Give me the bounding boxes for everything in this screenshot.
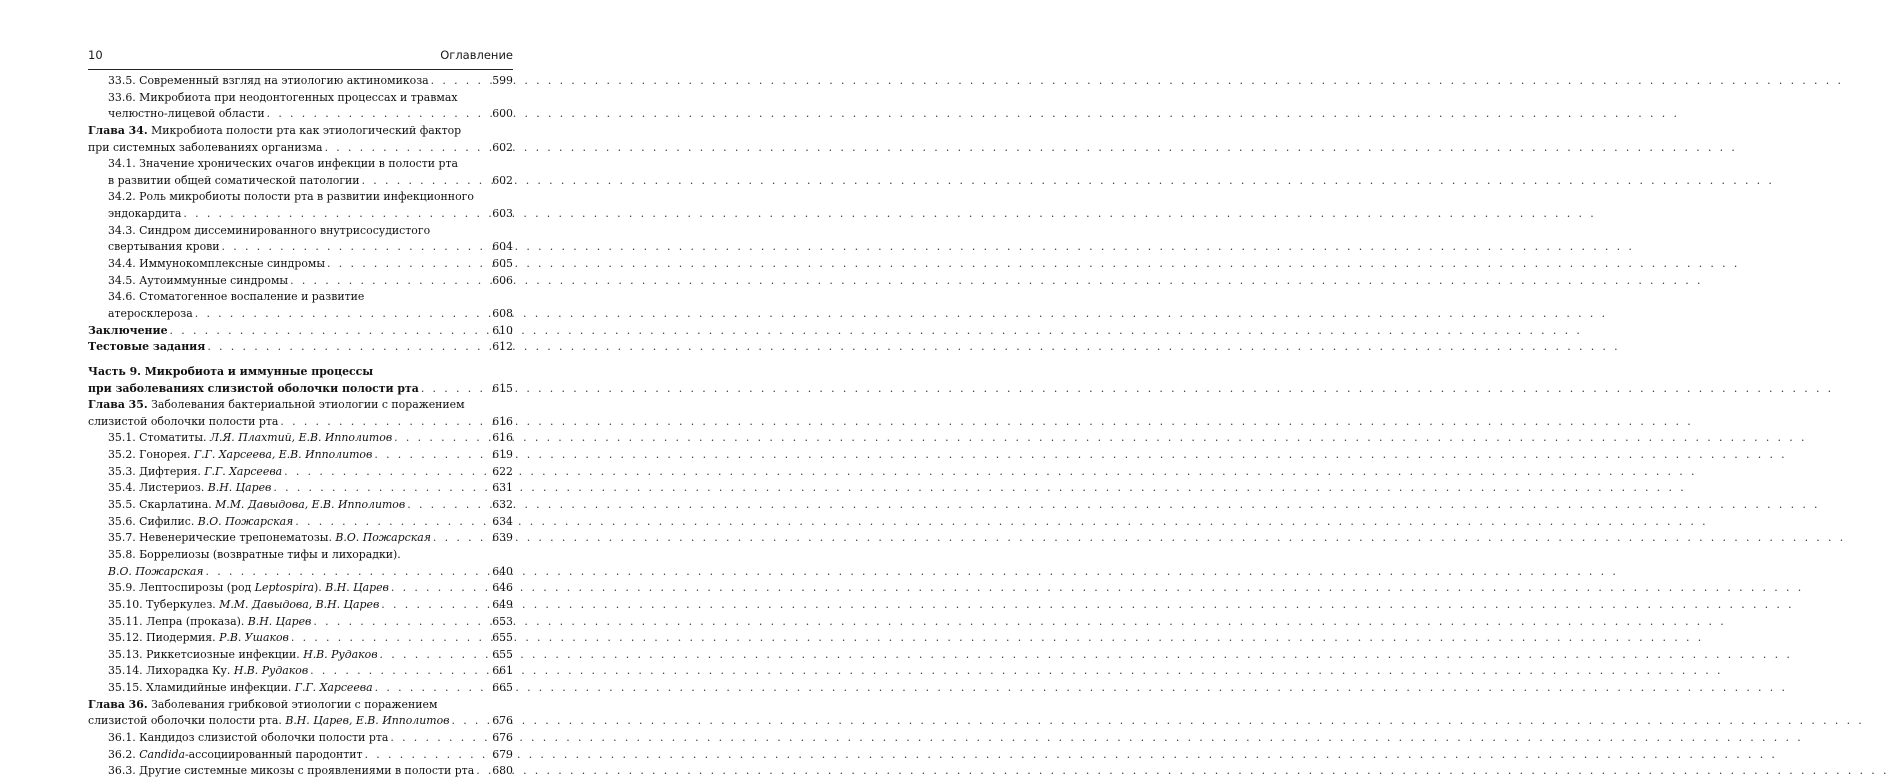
toc-title: 36.1. Кандидоз слизистой оболочки полости рта <box>108 730 389 744</box>
toc-entry-text <box>88 397 465 414</box>
toc-entry-line <box>88 206 513 223</box>
author-names: М.М. Давыдова, Е.В. Ипполитов <box>215 498 406 512</box>
toc-title: свертывания крови <box>108 240 220 254</box>
dot-leader <box>433 530 490 547</box>
page-ref: 616 <box>492 431 513 445</box>
toc-title: при заболеваниях слизистой оболочки полости рта <box>88 381 419 395</box>
toc-entry-line <box>88 713 513 730</box>
toc-entry-text <box>108 480 271 497</box>
toc-entry-line <box>88 564 513 581</box>
toc-entry-line <box>88 697 513 714</box>
toc-entry-text <box>88 323 168 340</box>
chapter-label: Глава 35. <box>88 398 148 412</box>
toc-entry-line <box>88 381 513 398</box>
page-ref: 606 <box>492 273 513 287</box>
dot-leader <box>295 514 490 531</box>
author-names: Г.Г. Харсеева, Е.В. Ипполитов <box>193 448 373 462</box>
dot-leader <box>390 730 490 747</box>
toc-entry-line <box>88 730 513 747</box>
toc-entry-line <box>88 430 513 447</box>
toc-entry-text <box>108 73 429 90</box>
page-ref: 665 <box>492 681 513 695</box>
toc-entry-text <box>108 206 181 223</box>
toc-title: 35.8. Боррелиозы (возвратные тифы и лихорадки). <box>108 547 401 561</box>
toc-entry-line <box>88 464 513 481</box>
running-title: Оглавление <box>440 48 513 62</box>
toc-entry-line <box>88 447 513 464</box>
page-ref: 661 <box>492 664 513 678</box>
toc-entry-line <box>88 480 513 497</box>
dot-leader <box>374 447 490 464</box>
dot-leader <box>476 763 490 780</box>
author-names: В.О. Пожарская <box>108 564 204 578</box>
toc-title: 35.6. Сифилис. <box>108 514 198 528</box>
toc-entry-text <box>108 156 458 173</box>
page-ref: 608 <box>492 306 513 320</box>
toc-entry-line <box>88 614 513 631</box>
author-names: В.Н. Царев <box>325 581 389 595</box>
toc-title: атеросклероза <box>108 306 193 320</box>
toc-entry-line <box>88 630 513 647</box>
toc-title: слизистой оболочки полости рта. <box>88 714 286 728</box>
toc-entry-text <box>88 414 278 431</box>
toc-entry-text <box>108 663 308 680</box>
toc-entry-text <box>108 106 265 123</box>
dot-leader <box>421 381 490 398</box>
dot-leader <box>391 580 490 597</box>
toc-title: -ассоциированный пародонтит <box>184 747 363 761</box>
author-names: В.О. Пожарская <box>335 531 431 545</box>
page-ref: 676 <box>492 714 513 728</box>
dot-leader <box>206 564 491 581</box>
toc-title: 35.14. Лихорадка Ку. <box>108 664 234 678</box>
toc-entry-line <box>88 580 513 597</box>
dot-leader <box>280 414 490 431</box>
toc-entry-text <box>108 564 204 581</box>
toc-entry-line <box>88 663 513 680</box>
toc-entry-line <box>88 597 513 614</box>
page-ref: 622 <box>492 464 513 478</box>
toc-title: 35.2. Гонорея. <box>108 448 194 462</box>
toc-entry-line <box>88 497 513 514</box>
page-ref: 653 <box>492 614 513 628</box>
author-names: Р.В. Ушаков <box>219 631 289 645</box>
toc-entry-line <box>88 647 513 664</box>
dot-leader <box>407 497 490 514</box>
page-ref: 605 <box>492 257 513 271</box>
latin-term: Leptospira <box>254 581 315 595</box>
toc-title: 35.12. Пиодермия. <box>108 631 220 645</box>
toc-entry-line <box>88 680 513 697</box>
toc-title: Заключение <box>88 323 168 337</box>
toc-entry-text <box>108 530 431 547</box>
page-ref: 634 <box>492 514 513 528</box>
header-divider <box>88 69 513 70</box>
dot-leader <box>284 464 490 481</box>
toc-title: при системных заболеваниях организма <box>88 140 323 154</box>
page-ref: 600 <box>492 107 513 121</box>
toc-entry-line <box>88 763 513 780</box>
toc-title: Микробиота полости рта как этиологический фактор <box>147 123 462 137</box>
toc-entry-text <box>108 430 392 447</box>
toc-entry-text <box>108 597 379 614</box>
page-ref: 679 <box>492 747 513 761</box>
dot-leader <box>313 614 490 631</box>
toc-entry-text <box>108 514 293 531</box>
toc-entry-line <box>88 73 513 90</box>
page-ref: 680 <box>492 764 513 778</box>
dot-leader <box>375 680 491 697</box>
toc-title: 35.5. Скарлатина. <box>108 498 216 512</box>
document-page <box>0 0 600 778</box>
toc-entry-line <box>88 90 513 107</box>
toc-title: Часть 9. Микробиота и иммунные процессы <box>88 364 374 378</box>
page-ref: 639 <box>492 531 513 545</box>
author-names: Н.В. Рудаков <box>233 664 309 678</box>
page-header <box>88 46 513 66</box>
dot-leader <box>207 339 490 356</box>
dot-leader <box>431 73 491 90</box>
toc-entry-text <box>108 547 401 564</box>
dot-leader <box>291 630 490 647</box>
toc-entry-text <box>108 90 458 107</box>
chapter-label: Глава 34. <box>88 123 148 137</box>
page-ref: 616 <box>492 414 513 428</box>
toc-entry-text <box>108 447 372 464</box>
latin-term: Candida <box>139 747 185 761</box>
toc-title: 33.6. Микробиота при неодонтогенных процессах и травмах <box>108 90 458 104</box>
toc-entry-line <box>88 364 513 381</box>
dot-leader <box>325 140 491 157</box>
toc-title: 35.13. Риккетсиозные инфекции. <box>108 647 304 661</box>
toc-entry-line <box>88 156 513 173</box>
toc-title: 33.5. Современный взгляд на этиологию актиномикоза <box>108 74 429 87</box>
toc-title: 35.9. Лептоспирозы (род <box>108 581 255 595</box>
author-names: В.Н. Царев <box>207 481 272 495</box>
toc-entry-text <box>108 497 405 514</box>
toc-title: 34.5. Аутоиммунные синдромы <box>108 273 289 287</box>
page-ref: 610 <box>492 323 513 337</box>
toc-title: 34.6. Стоматогенное воспаление и развитие <box>108 290 365 304</box>
toc-entry-line <box>88 123 513 140</box>
page-ref: 655 <box>492 647 513 661</box>
author-names: В.О. Пожарская <box>197 514 294 528</box>
author-names: Г.Г. Харсеева <box>294 681 373 695</box>
page-ref: 602 <box>492 173 513 187</box>
author-names: Л.Я. Плахтий, Е.В. Ипполитов <box>209 431 393 445</box>
toc-entry-line <box>88 106 513 123</box>
toc-entry-text <box>88 697 437 714</box>
toc-entry-text <box>108 747 363 764</box>
toc-entry-line <box>88 256 513 273</box>
page-ref: 676 <box>492 730 513 744</box>
toc-title: челюстно-лицевой области <box>108 107 265 121</box>
toc-entry-text <box>88 339 205 356</box>
toc-entry-text <box>108 630 289 647</box>
toc-entry-text <box>88 381 419 398</box>
toc-entry-text <box>88 713 449 730</box>
toc-entry-line <box>88 514 513 531</box>
page-number: 10 <box>88 48 103 62</box>
toc-title: 35.7. Невенерические трепонематозы. <box>108 531 336 545</box>
toc-title-tail: ). <box>314 581 326 595</box>
toc-entry-text <box>108 173 360 190</box>
section-number: 36.2. <box>108 747 140 761</box>
toc-title: Заболевания бактериальной этиологии с поражением <box>147 398 465 412</box>
toc-entry-line <box>88 339 513 356</box>
page-ref: 646 <box>492 581 513 595</box>
author-names: М.М. Давыдова, В.Н. Царев <box>219 597 380 611</box>
dot-leader <box>290 273 490 290</box>
page-ref: 615 <box>492 381 513 395</box>
toc-entry-line <box>88 306 513 323</box>
author-names: Н.В. Рудаков <box>303 647 378 661</box>
toc-entry-text <box>88 123 461 140</box>
toc-entry-text <box>108 614 311 631</box>
chapter-label: Глава 36. <box>88 697 148 711</box>
page-ref: 655 <box>492 631 513 645</box>
page-ref: 603 <box>492 207 513 221</box>
toc-entry-text <box>108 730 388 747</box>
page-ref: 631 <box>492 481 513 495</box>
dot-leader <box>273 480 490 497</box>
toc-title: 34.1. Значение хронических очагов инфекции в полости рта <box>108 157 458 171</box>
toc-entry-line <box>88 397 513 414</box>
dot-leader <box>222 239 491 256</box>
author-names: Г.Г. Харсеева <box>204 464 283 478</box>
toc-entry-line <box>88 289 513 306</box>
page-ref: 619 <box>492 448 513 462</box>
dot-leader <box>195 306 490 323</box>
dot-leader <box>394 430 490 447</box>
page-ref: 632 <box>492 498 513 512</box>
page-ref: 599 <box>492 74 513 87</box>
dot-leader <box>183 206 490 223</box>
dot-leader <box>327 256 490 273</box>
toc-entry-line <box>88 239 513 256</box>
toc-title: 35.10. Туберкулез. <box>108 597 220 611</box>
toc-entry-text <box>108 580 389 597</box>
toc-title: эндокардита <box>108 207 182 221</box>
toc-title: 35.15. Хламидийные инфекции. <box>108 681 295 695</box>
toc-title: 35.4. Листериоз. <box>108 481 208 495</box>
dot-leader <box>310 663 490 680</box>
toc-entry-text <box>108 763 474 780</box>
toc-title: 36.3. Другие системные микозы с проявлениями в полости рта <box>108 764 475 778</box>
page-ref: 649 <box>492 597 513 611</box>
toc-entry-line <box>88 223 513 240</box>
toc-title: в развитии общей соматической патологии <box>108 173 360 187</box>
toc-title: 34.4. Иммунокомплексные синдромы <box>108 257 326 271</box>
toc-entry-line <box>88 747 513 764</box>
table-of-contents <box>88 73 513 780</box>
toc-entry-line <box>88 273 513 290</box>
dot-leader <box>380 647 491 664</box>
toc-entry-text <box>108 289 364 306</box>
page-ref: 604 <box>492 240 513 254</box>
author-names: В.Н. Царев, Е.В. Ипполитов <box>285 714 450 728</box>
dot-leader <box>170 323 491 340</box>
toc-entry-line <box>88 189 513 206</box>
toc-entry-text <box>108 273 288 290</box>
toc-entry-text <box>108 189 474 206</box>
toc-entry-text <box>108 256 325 273</box>
toc-title: 35.3. Дифтерия. <box>108 464 205 478</box>
dot-leader <box>362 173 491 190</box>
toc-entry-text <box>108 680 373 697</box>
toc-title: слизистой оболочки полости рта <box>88 414 279 428</box>
dot-leader <box>365 747 491 764</box>
toc-entry-text <box>88 364 373 381</box>
toc-entry-line <box>88 530 513 547</box>
dot-leader <box>451 713 490 730</box>
toc-title: 35.11. Лепра (проказа). <box>108 614 248 628</box>
toc-entry-line <box>88 414 513 431</box>
page-ref: 640 <box>492 564 513 578</box>
toc-entry-line <box>88 140 513 157</box>
page-ref: 612 <box>492 340 513 354</box>
page-ref: 602 <box>492 140 513 154</box>
toc-entry-text <box>108 464 282 481</box>
toc-title: Заболевания грибковой этиологии с поражением <box>147 697 438 711</box>
dot-leader <box>381 597 490 614</box>
toc-entry-text <box>88 140 323 157</box>
author-names: В.Н. Царев <box>247 614 312 628</box>
toc-entry-text <box>108 647 378 664</box>
toc-title: Тестовые задания <box>88 340 206 354</box>
toc-title: 35.1. Стоматиты. <box>108 431 210 445</box>
toc-entry-text <box>108 223 430 240</box>
toc-entry-line <box>88 323 513 340</box>
toc-entry-line <box>88 547 513 564</box>
toc-title: 34.3. Синдром диссеминированного внутрисосудистого <box>108 223 431 237</box>
dot-leader <box>267 106 491 123</box>
toc-entry-text <box>108 239 220 256</box>
toc-entry-text <box>108 306 193 323</box>
toc-entry-line <box>88 173 513 190</box>
toc-title: 34.2. Роль микробиоты полости рта в развитии инфекционного <box>108 190 474 204</box>
